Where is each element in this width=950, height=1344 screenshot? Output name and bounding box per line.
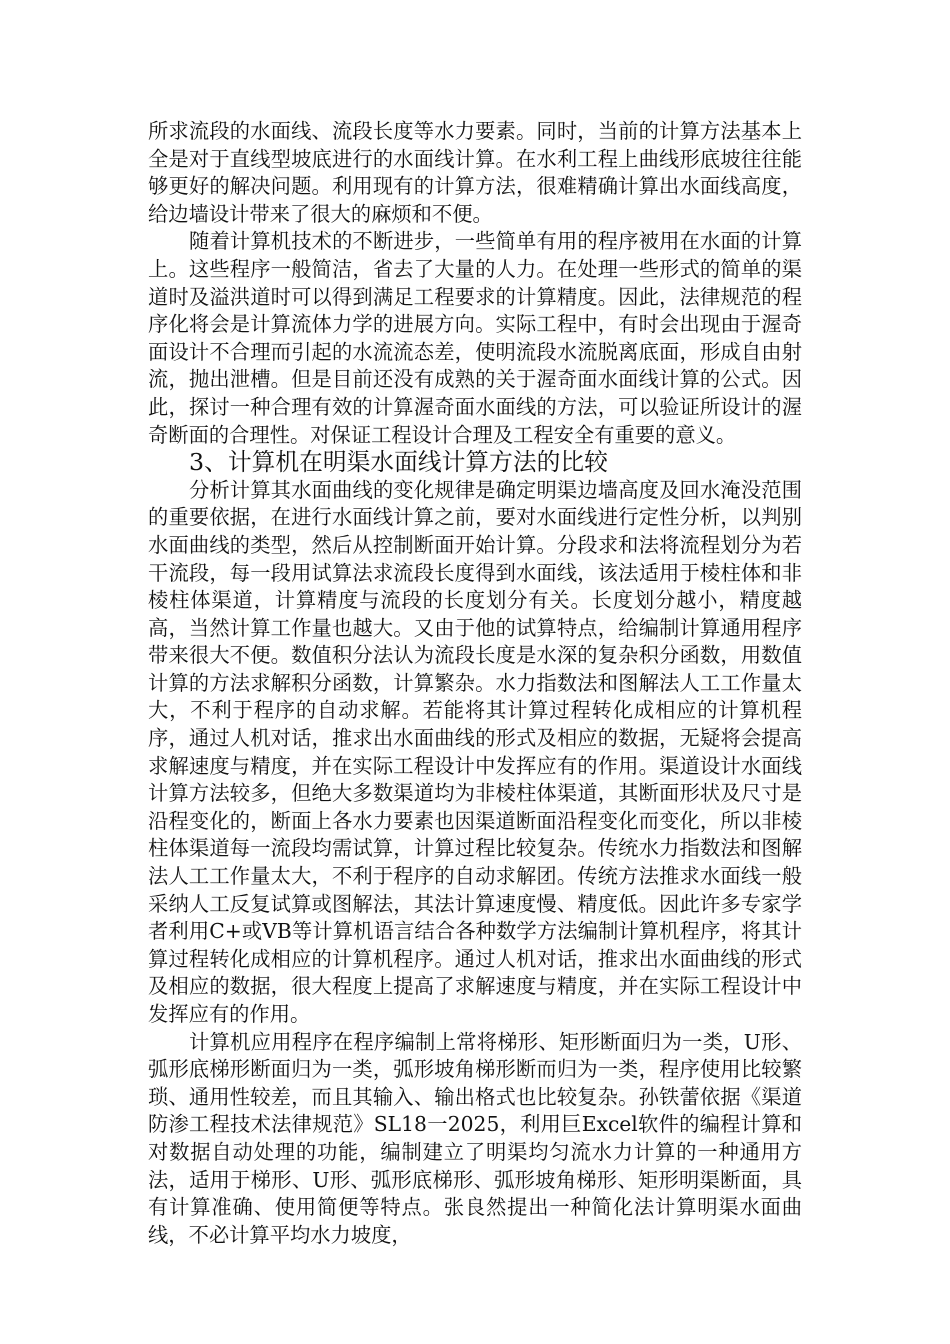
paragraph-continuation: 所求流段的水面线、流段长度等水力要素。同时，当前的计算方法基本上全是对于直线型坡底进行的水面线计算。在水利工程上曲线形底坡往往能够更好的解决问题。利用现有的计算方法，很难精确计算出水面线高度，给边墙设计带来了很大的麻烦和不便。 [148,119,802,226]
document-body [148,118,802,1249]
paragraph-application-programs: 计算机应用程序在程序编制上常将梯形、矩形断面归为一类，U形、弧形底梯形断面归为一类，弧形坡角梯形断而归为一类，程序使用比较繁琐、通用性较差，而且其输入、输出格式也比较复杂。孙铁蕾依据《渠道防渗工程技术法律规范》SL18一2025，利用巨Excel软件的编程计算和对数据自动处理的功能，编制建立了明渠均匀流水力计算的一种通用方法，适用于梯形、U形、弧形底梯形、弧形坡角梯形、矩形明渠断面，具有计算准确、使用简便等特点。张良然提出一种简化法计算明渠水面曲线，不必计算平均水力坡度， [148,1029,802,1247]
section-heading: 3、计算机在明渠水面线计算方法的比较 [189,448,608,477]
paragraph-method-comparison: 分析计算其水面曲线的变化规律是确定明渠边墙高度及回水淹没范围的重要依据，在进行水面线计算之前，要对水面线进行定性分析，以判别水面曲线的类型，然后从控制断面开始计算。分段求和法将流程划分为若干流段，每一段用试算法求流段长度得到水面线，该法适用于棱柱体和非棱柱体渠道，计算精度与流段的长度划分有关。长度划分越小，精度越高，当然计算工作量也越大。又由于他的试算特点，给编制计算通用程序带来很大不便。数值积分法认为流段长度是水深的复杂积分函数，用数值计算的方法求解积分函数，计算繁杂。水力指数法和图解法人工工作量太大，不利于程序的自动求解。若能将其计算过程转化成相应的计算机程序，通过人机对话，推求出水面曲线的形式及相应的数据，无疑将会提高求解速度与精度，并在实际工程设计中发挥应有的作用。渠道设计水面线计算方法较多，但绝大多数渠道均为非棱柱体渠道，其断面形状及尺寸是沿程变化的，断面上各水力要素也因渠道断面沿程变化而变化，所以非棱柱体渠道每一流段均需试算，计算过程比较复杂。传统水力指数法和图解法人工工作量太大，不利于程序的自动求解团。传统方法推求水面线一般采纳人工反复试算或图解法，其法计算速度慢、精度低。因此许多专家学者利用C+或VB等计算机语言结合各种数学方法编制计算机程序，将其计算过程转化成相应的计算机程序。通过人机对话，推求出水面曲线的形式及相应的数据，很大程度上提高了求解速度与精度，并在实际工程设计中发挥应有的作用。 [148,477,802,1026]
paragraph-computer-programs: 随着计算机技术的不断进步，一些简单有用的程序被用在水面的计算上。这些程序一般简洁，省去了大量的人力。在处理一些形式的简单的渠道时及溢洪道时可以得到满足工程要求的计算精度。因此，法律规范的程序化将会是计算流体力学的进展方向。实际工程中，有时会出现由于渥奇面设计不合理而引起的水流流态差，使明流段水流脱离底面，形成自由射流，抛出泄槽。但是目前还没有成熟的关于渥奇面水面线计算的公式。因此，探讨一种合理有效的计算渥奇面水面线的方法，可以验证所设计的渥奇断面的合理性。对保证工程设计合理及工程安全有重要的意义。 [148,229,802,447]
